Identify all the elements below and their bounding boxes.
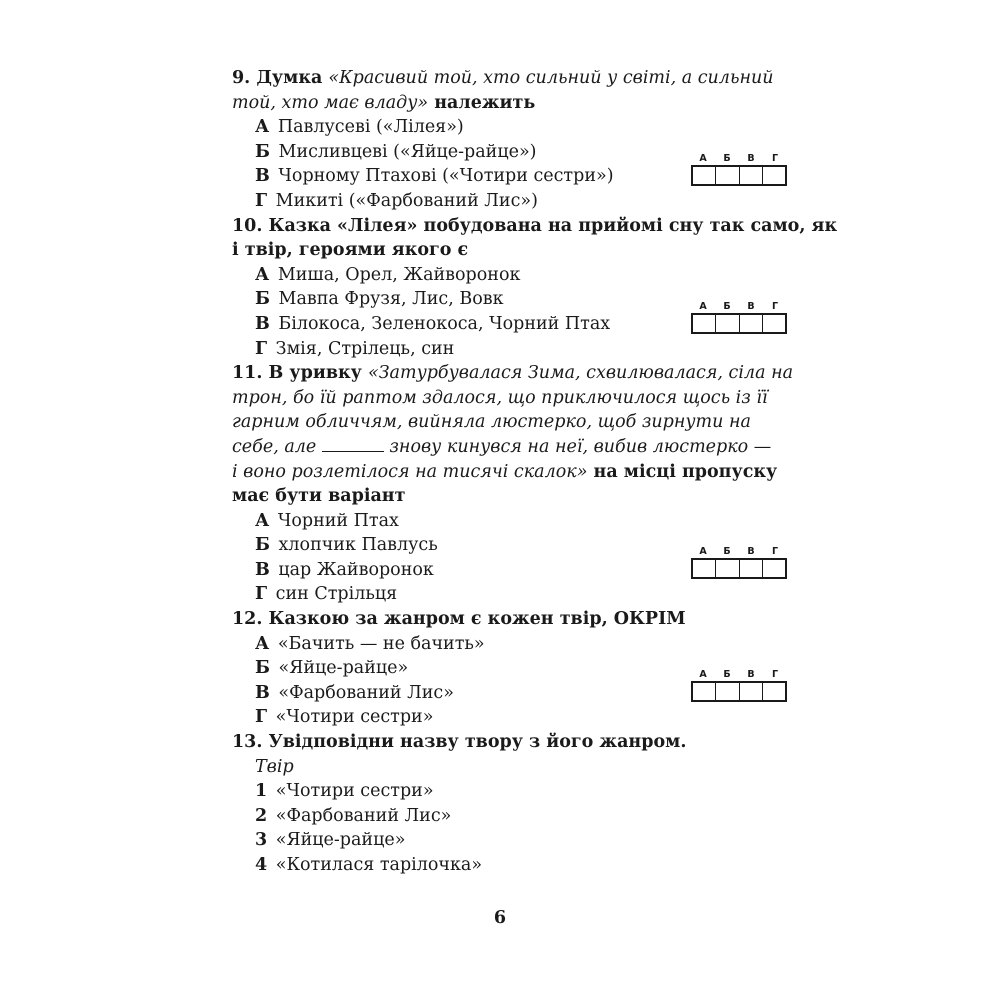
answer-box-d[interactable] bbox=[763, 315, 785, 332]
question-12-stem: 12. Казкою за жанром є кожен твір, ОКРІМ bbox=[232, 609, 686, 630]
answer-box-c[interactable] bbox=[740, 167, 763, 184]
answer-boxes[interactable] bbox=[691, 165, 787, 186]
question-10-stem-line-1: 10. Казка «Лілея» побудована на прийомі сну так само, як bbox=[232, 215, 838, 236]
answer-boxes[interactable] bbox=[691, 681, 787, 702]
option-d: Г Змія, Стрілець, син bbox=[255, 338, 455, 359]
answer-box-c[interactable] bbox=[740, 683, 763, 700]
option-a: А Чорний Птах bbox=[255, 510, 399, 531]
answer-box-c[interactable] bbox=[740, 315, 763, 332]
answer-box-b[interactable] bbox=[716, 167, 739, 184]
answer-box-b[interactable] bbox=[716, 560, 739, 577]
answer-grid-12 bbox=[691, 668, 787, 702]
question-11-stem-line-2: трон, бо їй раптом здалося, що приключилося щось із її bbox=[232, 387, 768, 408]
match-item-2: 2 «Фарбований Лис» bbox=[255, 805, 452, 826]
fill-in-blank[interactable] bbox=[322, 437, 384, 452]
worksheet-page bbox=[232, 66, 838, 878]
column-label-work: Твір bbox=[255, 756, 294, 777]
question-11-stem-line-4: себе, але знову кинувся на неї, вибив люстерко — bbox=[232, 436, 772, 457]
answer-box-c[interactable] bbox=[740, 560, 763, 577]
answer-box-b[interactable] bbox=[716, 315, 739, 332]
question-11 bbox=[232, 361, 792, 607]
answer-boxes[interactable] bbox=[691, 558, 787, 579]
answer-box-a[interactable] bbox=[693, 167, 716, 184]
match-item-4: 4 «Котилася тарілочка» bbox=[255, 855, 483, 875]
question-9-quote: «Красивий той, хто сильний у світі, а сильний bbox=[328, 68, 774, 88]
answer-grid-header: А Б В Г bbox=[699, 546, 779, 558]
question-9-stem-line-1: 9. Думка «Красивий той, хто сильний у світі, а сильний bbox=[232, 68, 774, 88]
question-13-stem: 13. Увідповідни назву твору з його жанром. bbox=[232, 732, 687, 753]
answer-box-b[interactable] bbox=[716, 683, 739, 700]
question-13 bbox=[232, 730, 792, 878]
answer-boxes[interactable] bbox=[691, 313, 787, 334]
option-b: Б хлопчик Павлусь bbox=[255, 535, 438, 556]
option-a: А «Бачить — не бачить» bbox=[255, 633, 485, 654]
option-b: Б «Яйце-райце» bbox=[255, 658, 409, 679]
question-9 bbox=[232, 66, 792, 214]
answer-box-d[interactable] bbox=[763, 683, 785, 700]
question-9-stem-line-2: той, хто має владу» належить bbox=[232, 92, 536, 113]
option-a: А Миша, Орел, Жайворонок bbox=[255, 264, 521, 285]
option-a: А Павлусеві («Лілея») bbox=[255, 117, 464, 138]
answer-grid-header: А Б В Г bbox=[699, 669, 779, 681]
question-11-stem-line-3: гарним обличчям, вийняла люстерко, щоб зирнути на bbox=[232, 412, 751, 433]
answer-box-a[interactable] bbox=[693, 560, 716, 577]
answer-grid-9 bbox=[691, 152, 787, 186]
option-b: Б Мисливцеві («Яйце-райце») bbox=[255, 141, 537, 162]
option-d: Г син Стрільця bbox=[255, 584, 398, 605]
question-11-stem-line-5: і воно розлетілося на тисячі скалок» на місці пропуску bbox=[232, 461, 778, 482]
answer-grid-header: А Б В Г bbox=[699, 300, 779, 312]
answer-grid-10 bbox=[691, 300, 787, 334]
answer-box-d[interactable] bbox=[763, 560, 785, 577]
answer-box-a[interactable] bbox=[693, 315, 716, 332]
option-d: Г Микиті («Фарбований Лис») bbox=[255, 190, 538, 211]
question-10-stem-line-2: і твір, героями якого є bbox=[232, 240, 469, 261]
page-number: 6 bbox=[493, 908, 507, 928]
question-12 bbox=[232, 607, 792, 730]
option-c: В «Фарбований Лис» bbox=[255, 682, 454, 703]
match-item-3: 3 «Яйце-райце» bbox=[255, 830, 406, 851]
question-11-stem-line-6: має бути варіант bbox=[232, 486, 406, 507]
answer-grid-11 bbox=[691, 545, 787, 579]
option-c: В цар Жайворонок bbox=[255, 559, 434, 580]
answer-grid-header: А Б В Г bbox=[699, 153, 779, 164]
answer-box-a[interactable] bbox=[693, 683, 716, 700]
option-c: В Білокоса, Зеленокоса, Чорний Птах bbox=[255, 313, 611, 334]
option-b: Б Мавпа Фрузя, Лис, Вовк bbox=[255, 289, 504, 310]
option-d: Г «Чотири сестри» bbox=[255, 707, 434, 728]
match-item-1: 1 «Чотири сестри» bbox=[255, 781, 434, 802]
answer-box-d[interactable] bbox=[763, 167, 785, 184]
question-11-quote: «Затурбувалася Зима, схвилювалася, сіла на bbox=[367, 363, 794, 384]
question-10 bbox=[232, 214, 838, 362]
option-c: В Чорному Птахові («Чотири сестри») bbox=[255, 166, 614, 187]
question-11-stem-line-1: 11. В уривку «Затурбувалася Зима, схвилювалася, сіла на bbox=[232, 363, 794, 384]
